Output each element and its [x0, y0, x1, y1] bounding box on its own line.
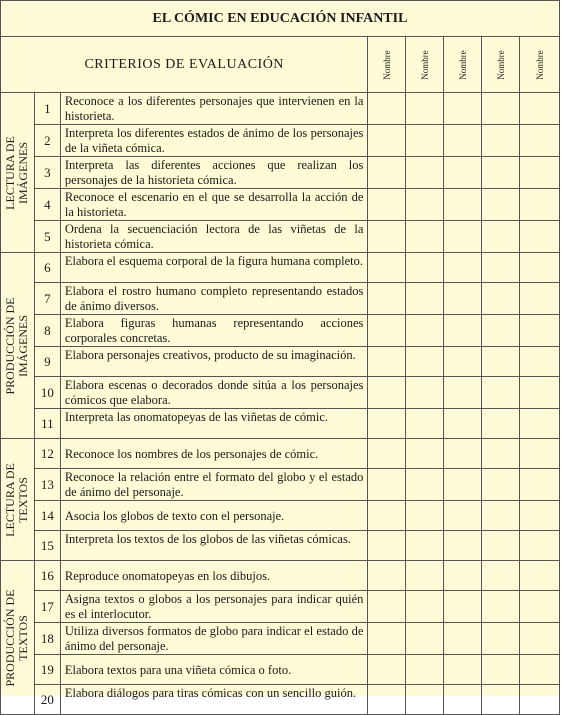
criterion-number: 1	[34, 93, 60, 125]
assessment-cell[interactable]	[444, 125, 482, 157]
assessment-cell[interactable]	[444, 377, 482, 409]
criterion-number: 18	[34, 623, 60, 655]
assessment-cell[interactable]	[368, 409, 406, 439]
assessment-cell[interactable]	[444, 685, 482, 715]
criterion-row	[1, 283, 560, 315]
criterion-number: 10	[34, 377, 60, 409]
criterion-number: 12	[34, 439, 60, 469]
criterion-row	[1, 501, 560, 531]
assessment-cell[interactable]	[482, 283, 520, 315]
assessment-cell[interactable]	[444, 315, 482, 347]
criterion-text: Reconoce los nombres de los personajes de cómic.	[60, 439, 368, 469]
assessment-cell[interactable]	[444, 623, 482, 655]
section-label-line: TEXTOS	[16, 476, 31, 523]
criterion-number: 16	[34, 561, 60, 591]
section-label-line: LECTURA DE	[3, 462, 18, 537]
criterion-text: Interpreta las onomatopeyas de las viñetas de cómic.	[60, 409, 368, 439]
criterion-row	[1, 623, 560, 655]
evaluation-table	[0, 36, 560, 715]
assessment-cell[interactable]	[406, 377, 444, 409]
assessment-cell[interactable]	[406, 253, 444, 283]
assessment-cell[interactable]	[444, 561, 482, 591]
assessment-cell[interactable]	[406, 283, 444, 315]
assessment-cell[interactable]	[520, 315, 560, 347]
assessment-cell[interactable]	[482, 315, 520, 347]
assessment-cell[interactable]	[406, 655, 444, 685]
assessment-cell[interactable]	[520, 253, 560, 283]
criterion-row	[1, 439, 560, 469]
criterion-row	[1, 561, 560, 591]
criteria-header: CRITERIOS DE EVALUACIÓN	[1, 37, 368, 93]
assessment-cell[interactable]	[520, 591, 560, 623]
criterion-text: Elabora personajes creativos, producto de su imaginación.	[60, 347, 368, 377]
assessment-cell[interactable]	[444, 93, 482, 125]
assessment-cell[interactable]	[482, 655, 520, 685]
assessment-cell[interactable]	[520, 469, 560, 501]
assessment-cell[interactable]	[444, 531, 482, 561]
assessment-cell[interactable]	[444, 501, 482, 531]
criterion-number: 17	[34, 591, 60, 623]
student-name-column: Nombre	[406, 37, 444, 93]
assessment-cell[interactable]	[444, 347, 482, 377]
section-label	[1, 439, 35, 561]
assessment-cell[interactable]	[520, 283, 560, 315]
assessment-cell[interactable]	[406, 469, 444, 501]
assessment-cell[interactable]	[368, 157, 406, 189]
criterion-row	[1, 531, 560, 561]
assessment-cell[interactable]	[406, 685, 444, 715]
assessment-cell[interactable]	[482, 501, 520, 531]
assessment-cell[interactable]	[482, 561, 520, 591]
criterion-row	[1, 377, 560, 409]
section-label-line: IMÁGENES	[16, 141, 31, 204]
criterion-row	[1, 315, 560, 347]
assessment-cell[interactable]	[482, 157, 520, 189]
criterion-number: 14	[34, 501, 60, 531]
assessment-cell[interactable]	[482, 685, 520, 715]
criterion-number: 2	[34, 125, 60, 157]
assessment-cell[interactable]	[368, 591, 406, 623]
criterion-number: 6	[34, 253, 60, 283]
assessment-cell[interactable]	[520, 347, 560, 377]
criterion-number: 5	[34, 221, 60, 253]
criterion-number: 3	[34, 157, 60, 189]
criterion-number: 4	[34, 189, 60, 221]
criterion-number: 11	[34, 409, 60, 439]
assessment-cell[interactable]	[406, 409, 444, 439]
criterion-row	[1, 347, 560, 377]
assessment-cell[interactable]	[406, 591, 444, 623]
assessment-cell[interactable]	[482, 93, 520, 125]
assessment-cell[interactable]	[368, 347, 406, 377]
assessment-cell[interactable]	[406, 531, 444, 561]
student-name-column: Nombre	[444, 37, 482, 93]
section-label-line: LECTURA DE	[3, 135, 18, 210]
assessment-cell[interactable]	[406, 93, 444, 125]
assessment-cell[interactable]	[406, 561, 444, 591]
criterion-row	[1, 125, 560, 157]
assessment-cell[interactable]	[520, 623, 560, 655]
assessment-cell[interactable]	[520, 561, 560, 591]
assessment-cell[interactable]	[368, 189, 406, 221]
assessment-cell[interactable]	[406, 501, 444, 531]
criterion-row	[1, 253, 560, 283]
criterion-number: 7	[34, 283, 60, 315]
criterion-text: Asocia los globos de texto con el personaje.	[60, 501, 368, 531]
assessment-cell[interactable]	[444, 189, 482, 221]
assessment-cell[interactable]	[406, 221, 444, 253]
assessment-cell[interactable]	[520, 125, 560, 157]
assessment-cell[interactable]	[520, 409, 560, 439]
criterion-text: Asigna textos o globos a los personajes para indicar quién es el interlocutor.	[60, 591, 368, 623]
assessment-cell[interactable]	[444, 439, 482, 469]
assessment-cell[interactable]	[520, 531, 560, 561]
assessment-cell[interactable]	[482, 125, 520, 157]
assessment-cell[interactable]	[368, 315, 406, 347]
assessment-cell[interactable]	[368, 469, 406, 501]
assessment-cell[interactable]	[368, 93, 406, 125]
section-label-line: TEXTOS	[16, 614, 31, 661]
assessment-cell[interactable]	[368, 439, 406, 469]
criterion-number: 19	[34, 655, 60, 685]
criterion-row	[1, 189, 560, 221]
assessment-cell[interactable]	[482, 623, 520, 655]
assessment-cell[interactable]	[368, 221, 406, 253]
assessment-cell[interactable]	[482, 221, 520, 253]
criterion-row	[1, 409, 560, 439]
section-label	[1, 253, 35, 439]
section-label-line: PRODUCCIÓN DE	[3, 588, 18, 687]
criterion-number: 20	[34, 685, 60, 715]
assessment-cell[interactable]	[368, 685, 406, 715]
assessment-cell[interactable]	[520, 221, 560, 253]
assessment-cell[interactable]	[444, 655, 482, 685]
criterion-number: 9	[34, 347, 60, 377]
criterion-text: Elabora el esquema corporal de la figura humana completo.	[60, 253, 368, 283]
criterion-number: 13	[34, 469, 60, 501]
student-name-column: Nombre	[368, 37, 406, 93]
section-label	[1, 561, 35, 715]
assessment-cell[interactable]	[482, 591, 520, 623]
assessment-cell[interactable]	[482, 409, 520, 439]
student-name-column: Nombre	[482, 37, 520, 93]
criterion-text: Elabora textos para una viñeta cómica o foto.	[60, 655, 368, 685]
assessment-cell[interactable]	[520, 439, 560, 469]
assessment-cell[interactable]	[406, 439, 444, 469]
criterion-text: Reconoce a los diferentes personajes que intervienen en la historieta.	[60, 93, 368, 125]
assessment-cell[interactable]	[406, 347, 444, 377]
assessment-cell[interactable]	[406, 125, 444, 157]
assessment-cell[interactable]	[368, 655, 406, 685]
section-label	[1, 93, 35, 253]
header-row	[1, 37, 560, 93]
assessment-cell[interactable]	[444, 591, 482, 623]
assessment-cell[interactable]	[520, 501, 560, 531]
assessment-cell[interactable]	[444, 221, 482, 253]
sheet-title: EL CÓMIC EN EDUCACIÓN INFANTIL	[0, 0, 560, 37]
assessment-cell[interactable]	[368, 531, 406, 561]
assessment-cell[interactable]	[444, 157, 482, 189]
section-label-line: IMÁGENES	[16, 314, 31, 377]
assessment-cell[interactable]	[520, 157, 560, 189]
criterion-text: Interpreta los textos de los globos de las viñetas cómicas.	[60, 531, 368, 561]
criterion-row	[1, 685, 560, 715]
criterion-text: Reconoce el escenario en el que se desarrolla la acción de la historieta.	[60, 189, 368, 221]
criterion-text: Reconoce la relación entre el formato del globo y el estado de ánimo del personaje.	[60, 469, 368, 501]
assessment-cell[interactable]	[444, 409, 482, 439]
assessment-cell[interactable]	[406, 623, 444, 655]
assessment-cell[interactable]	[520, 377, 560, 409]
assessment-cell[interactable]	[444, 253, 482, 283]
assessment-cell[interactable]	[482, 531, 520, 561]
criterion-row	[1, 157, 560, 189]
assessment-cell[interactable]	[444, 469, 482, 501]
criterion-text: Elabora diálogos para tiras cómicas con un sencillo guión.	[60, 685, 368, 715]
criterion-text: Interpreta los diferentes estados de ánimo de los personajes de la viñeta cómica.	[60, 125, 368, 157]
assessment-cell[interactable]	[482, 377, 520, 409]
criterion-row	[1, 655, 560, 685]
criterion-text: Elabora el rostro humano completo representando estados de ánimo diversos.	[60, 283, 368, 315]
criterion-number: 15	[34, 531, 60, 561]
criterion-row	[1, 221, 560, 253]
assessment-cell[interactable]	[368, 377, 406, 409]
criterion-text: Elabora escenas o decorados donde sitúa a los personajes cómicos que elabora.	[60, 377, 368, 409]
assessment-cell[interactable]	[482, 439, 520, 469]
criterion-text: Ordena la secuenciación lectora de las viñetas de la historieta cómica.	[60, 221, 368, 253]
criterion-row	[1, 591, 560, 623]
criterion-row	[1, 469, 560, 501]
criterion-text: Elabora figuras humanas representando acciones corporales concretas.	[60, 315, 368, 347]
assessment-cell[interactable]	[482, 347, 520, 377]
assessment-cell[interactable]	[406, 315, 444, 347]
assessment-cell[interactable]	[368, 501, 406, 531]
criterion-text: Utiliza diversos formatos de globo para indicar el estado de ánimo del personaje.	[60, 623, 368, 655]
student-name-column: Nombre	[520, 37, 560, 93]
assessment-cell[interactable]	[368, 125, 406, 157]
assessment-cell[interactable]	[406, 157, 444, 189]
section-label-line: PRODUCCIÓN DE	[3, 296, 18, 395]
criterion-row	[1, 93, 560, 125]
assessment-cell[interactable]	[482, 189, 520, 221]
criterion-text: Reproduce onomatopeyas en los dibujos.	[60, 561, 368, 591]
assessment-cell[interactable]	[520, 685, 560, 715]
assessment-cell[interactable]	[482, 469, 520, 501]
assessment-cell[interactable]	[482, 253, 520, 283]
assessment-cell[interactable]	[368, 283, 406, 315]
assessment-cell[interactable]	[520, 189, 560, 221]
assessment-cell[interactable]	[520, 655, 560, 685]
criterion-number: 8	[34, 315, 60, 347]
assessment-cell[interactable]	[520, 93, 560, 125]
assessment-cell[interactable]	[368, 623, 406, 655]
criterion-text: Interpreta las diferentes acciones que realizan los personajes de la historieta cómica.	[60, 157, 368, 189]
assessment-cell[interactable]	[444, 283, 482, 315]
assessment-cell[interactable]	[368, 561, 406, 591]
assessment-cell[interactable]	[406, 189, 444, 221]
assessment-cell[interactable]	[368, 253, 406, 283]
